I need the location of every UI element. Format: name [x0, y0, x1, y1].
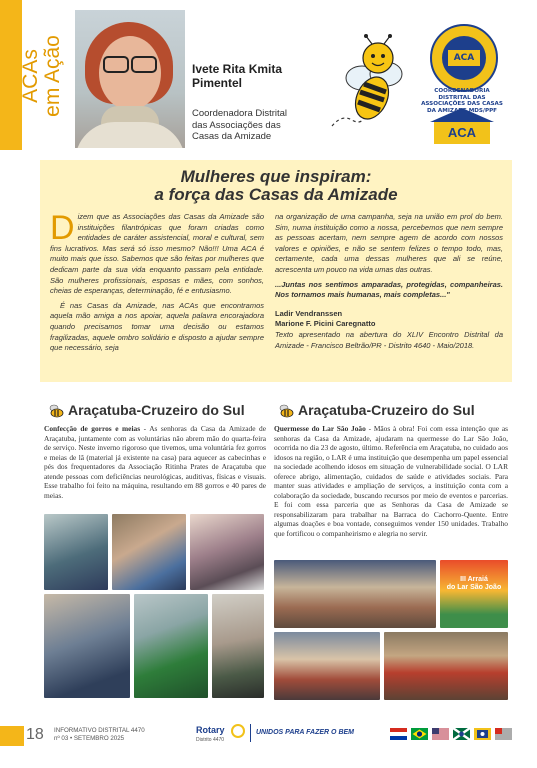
article-paragraph-2: É nas Casas da Amizade, nas ACAs que encontramos aquela mão amiga a nos apoiar, aquela palavra encorajadora quando precisamos tomar uma decisão ou estamos fragilizadas, aquele ombro solidário e disposto a ajudar sempre que necessário, seja	[50, 300, 264, 353]
poster-line-2: do Lar São João	[446, 584, 502, 591]
article-quote: ...Juntas nos sentimos amparadas, protegidas, companheiras. Nos tornamos mais humanas, mais completas..."	[275, 279, 503, 300]
photo-workshop-2	[112, 514, 186, 590]
article-column-left	[50, 209, 264, 358]
page-number: 18	[26, 726, 44, 743]
coordinator-portrait	[75, 10, 185, 148]
bee-icon	[278, 404, 294, 418]
footer-divider	[250, 724, 251, 742]
section-left-body	[44, 424, 266, 500]
article-title-line2: a força das Casas da Amizade	[154, 185, 398, 204]
paraguay-flag-icon	[390, 728, 407, 740]
article-paragraph-3: na organização de uma campanha, seja na união em prol do bem. Sim, numa instituição como a nossa, percebemos que nem sempre as pessoas acertam, nem sempre agem de acordo com nossos valores e opiniões, e não se sentem felizes o tempo todo, mas, certamente, cada uma dessas mulheres que ali se reúne, acrescenta um pouco na vida umas das outras.	[275, 212, 503, 274]
aca-house-logo	[430, 108, 494, 144]
district-label: Distrito 4470	[196, 737, 225, 743]
coordinator-name: Ivete Rita Kmita Pimentel	[192, 62, 283, 90]
section-tag-line1: ACAs	[19, 49, 42, 103]
section-right-lead: Quermesse do Lar São João	[274, 424, 366, 433]
poster-line-1: III Arraiá	[460, 576, 488, 583]
article-paragraph-1: izem que as Associações das Casas da Amizade são instituições filantrópicas que foram criadas como entidades de caráter assistencial, moral e cultural, sem fins lucrativos. Mas será só isso mesmo? Não!!! Uma ACA é muito mais que isso. Sabemos que são feitas por mulheres que dedicam parte da sua vida enquanto passam pela entidade. São mulheres profissionais, esposas e mães, com sonhos, cheias de esperanças, determinação, fé e entusiasmo.	[50, 212, 264, 296]
section-left-title: Araçatuba-Cruzeiro do Sul	[68, 402, 245, 418]
photo-workshop-3	[190, 514, 264, 590]
publication-issue: nº 03 • SETEMBRO 2025	[54, 734, 125, 742]
publication-info	[54, 727, 145, 742]
coordination-seal-logo	[430, 24, 498, 92]
photo-workshop-6	[212, 594, 264, 698]
article-title	[40, 168, 512, 204]
section-right-text: - Mãos à obra! Foi com essa intenção que as senhoras da Casa da Amizade, ajudaram na quermesse do Lar São João, ocorrida no dia 23 de agosto, último. Referência em Araçatuba, no cuidado aos idosos na região, o LAR é uma instituição que desempenha um papel essencial na sociedade acolhendo idosos em situação de vulnerabilidade social. O LAR oferece abrigo, alimentação, cuidados de saúde e atividades sociais. Para manter suas atividades e ampliação de serviços, a instituição conta com a colaboração da sociedade, buscando recursos por meio de eventos e parcerias. E foi com essa parceria que as Senhoras da Casa de Amizade se responsabilizaram para trabalhar na Barraca do Cachorro-Quente. Entre algumas doações e boa vontade, conseguimos vender 150 unidades. Trabalho que fortificou o companheirismo e alegria no servir.	[274, 424, 509, 538]
rotary-logo-text: Rotary	[196, 725, 225, 735]
photo-volunteers	[274, 632, 380, 700]
section-tag-line2: em Ação	[41, 35, 64, 117]
bee-illustration	[322, 34, 412, 134]
house-logo-text: ACA	[434, 122, 490, 144]
photo-workshop-5	[134, 594, 208, 698]
seal-caption: COORDENADORIA DISTRITAL DAS ASSOCIAÇÕES DAS CASAS DA AMIZADE MDS/PPF	[421, 88, 503, 114]
author-1: Ladir Vendranssen	[275, 308, 343, 318]
photo-workshop-4	[44, 594, 130, 698]
sao-paulo-flag-icon	[495, 728, 512, 740]
article-column-right	[275, 212, 503, 351]
bee-icon	[48, 404, 64, 418]
parana-flag-icon	[453, 728, 470, 740]
usa-flag-icon	[432, 728, 449, 740]
brazil-flag-icon	[411, 728, 428, 740]
photo-hotdog-stand	[384, 632, 508, 700]
section-right-title: Araçatuba-Cruzeiro do Sul	[298, 402, 475, 418]
photo-festival-poster	[440, 560, 508, 628]
article-reference: Texto apresentado na abertura do XLIV Encontro Distrital da Amizade - Francisco Beltrão/PR - Distrito 4640 - Maio/2018.	[275, 329, 503, 350]
section-tag	[20, 14, 66, 138]
rotary-wheel-icon	[231, 724, 245, 738]
publication-name: INFORMATIVO DISTRITAL 4470	[54, 727, 145, 734]
footer-accent	[0, 726, 24, 746]
section-left-text: - As senhoras da Casa da Amizade de Araçatuba, juntamente com as voluntárias não abrem mão do quarta-feira de serviço. Neste inverno rigoroso que tivemos, uma voluntária fez gorros e meias de lã (material já existente na casa) para aquecer as cabecinhas e pés dos frequentadores da Associação Ritinha Prates de Araçatuba que atende pessoas com deficiências neurológicas, auditivas, físicas e visuais. Esse trabalho foi feito na máquina, resultando em 88 gorros e 40 pares de meias.	[44, 424, 266, 500]
article-title-line1: Mulheres que inspiram:	[180, 167, 372, 186]
drop-cap: D	[50, 209, 75, 247]
photo-festival-crowd	[274, 560, 436, 628]
section-right-body	[274, 424, 508, 538]
author-2: Marione F. Picini Caregnatto	[275, 319, 376, 329]
coordinator-role: Coordenadora Distrital das Associações das Casas da Amizade	[192, 108, 288, 142]
footer-slogan: UNIDOS PARA FAZER O BEM	[256, 729, 355, 736]
state-flag-icon	[474, 728, 491, 740]
photo-workshop-1	[44, 514, 108, 590]
seal-badge-text: ACA	[448, 50, 480, 66]
section-left-lead: Confecção de gorros e meias	[44, 424, 141, 433]
